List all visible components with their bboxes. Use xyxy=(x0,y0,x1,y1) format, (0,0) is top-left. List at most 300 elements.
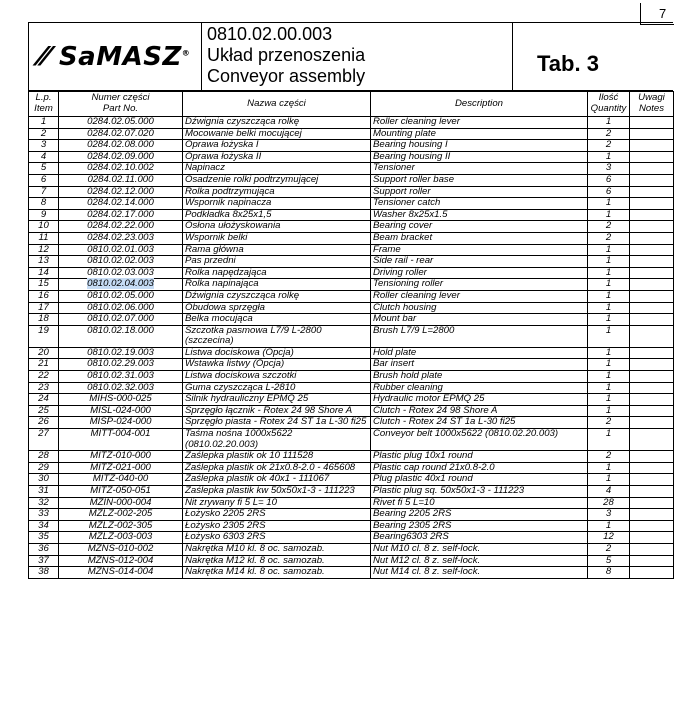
col-item-header: L.p. Item xyxy=(29,92,59,117)
part-description-text: Tensioner xyxy=(373,162,415,174)
part-name xyxy=(183,486,371,498)
part-notes xyxy=(630,382,674,394)
part-number-text: 0810.02.18.000 xyxy=(87,324,154,336)
part-quantity-text: 1 xyxy=(605,461,612,473)
part-name-text: Nakrętka M10 kl. 8 oc. samozab. xyxy=(185,542,325,554)
part-quantity xyxy=(588,267,630,279)
table-row xyxy=(29,474,674,486)
part-description xyxy=(371,244,588,256)
part-number xyxy=(59,520,183,532)
part-name xyxy=(183,244,371,256)
part-name xyxy=(183,140,371,152)
item-number xyxy=(29,314,59,326)
part-number-text: 0284.02.11.000 xyxy=(87,173,154,185)
part-number xyxy=(59,117,183,129)
table-row xyxy=(29,163,674,175)
part-quantity xyxy=(588,474,630,486)
part-description xyxy=(371,462,588,474)
table-row xyxy=(29,497,674,509)
part-number-text: 0810.02.29.003 xyxy=(87,358,154,370)
part-number xyxy=(59,486,183,498)
part-notes xyxy=(630,543,674,555)
part-quantity-text: 1 xyxy=(605,243,612,255)
part-quantity-text: 28 xyxy=(603,496,614,508)
part-quantity xyxy=(588,186,630,198)
item-number-text: 25 xyxy=(38,404,49,416)
part-number xyxy=(59,394,183,406)
part-name-text: Dźwignia czyszcząca rolkę xyxy=(185,116,300,127)
part-name xyxy=(183,520,371,532)
part-quantity-text: 1 xyxy=(605,324,612,336)
part-quantity-text: 1 xyxy=(605,381,612,393)
col-quantity-header: Ilość Quantity xyxy=(588,92,630,117)
table-row xyxy=(29,128,674,140)
title-block xyxy=(202,23,513,91)
item-number-text: 16 xyxy=(38,289,49,301)
part-number-text: 0810.02.03.003 xyxy=(87,266,154,278)
part-name xyxy=(183,394,371,406)
part-description-text: Nut M14 cl. 8 z. self-lock. xyxy=(373,566,481,578)
part-description-text: Nut M10 cl. 8 z. self-lock. xyxy=(373,542,481,554)
part-description xyxy=(371,371,588,383)
part-quantity xyxy=(588,405,630,417)
item-number xyxy=(29,429,59,451)
part-description-text: Mount bar xyxy=(373,313,417,325)
part-quantity xyxy=(588,232,630,244)
part-number-text: MIHS-000-025 xyxy=(89,393,152,405)
part-quantity-text: 4 xyxy=(605,485,612,496)
part-number xyxy=(59,451,183,463)
item-number-text: 10 xyxy=(38,220,49,232)
part-quantity xyxy=(588,417,630,429)
part-number xyxy=(59,140,183,152)
part-description-text: Bearing housing II xyxy=(373,150,451,162)
table-row xyxy=(29,371,674,383)
part-name-text: Rolka napędzająca xyxy=(185,266,267,278)
item-number-text: 20 xyxy=(38,346,49,358)
item-number xyxy=(29,462,59,474)
part-notes xyxy=(630,532,674,544)
table-label-cell xyxy=(513,23,673,91)
item-number-text: 28 xyxy=(38,450,49,462)
part-number-text: 0810.02.31.003 xyxy=(87,370,154,382)
part-notes xyxy=(630,128,674,140)
logo-text: SaMASZ xyxy=(58,41,182,72)
part-name-text: Belka mocująca xyxy=(185,313,253,325)
part-number xyxy=(59,347,183,359)
part-quantity xyxy=(588,244,630,256)
part-quantity-text: 8 xyxy=(605,566,612,578)
item-number-text: 21 xyxy=(38,358,49,370)
samasz-logo xyxy=(29,23,202,91)
item-number xyxy=(29,128,59,140)
part-quantity xyxy=(588,371,630,383)
part-quantity xyxy=(588,117,630,129)
part-number-text: 0810.02.01.003 xyxy=(87,243,154,255)
part-number xyxy=(59,302,183,314)
part-description xyxy=(371,279,588,291)
item-number-text: 38 xyxy=(38,566,49,578)
part-quantity-text: 1 xyxy=(605,473,612,485)
part-name xyxy=(183,474,371,486)
part-quantity xyxy=(588,140,630,152)
part-description xyxy=(371,394,588,406)
part-number xyxy=(59,174,183,186)
part-number xyxy=(59,128,183,140)
part-description-text: Brush hold plate xyxy=(373,370,443,382)
part-quantity-text: 1 xyxy=(605,208,612,220)
item-number xyxy=(29,302,59,314)
part-description xyxy=(371,429,588,451)
part-name-text: Nit zrywany fi 5 L= 10 xyxy=(185,496,277,508)
part-notes xyxy=(630,429,674,451)
part-notes xyxy=(630,140,674,152)
item-number xyxy=(29,555,59,567)
part-quantity xyxy=(588,174,630,186)
part-quantity xyxy=(588,209,630,221)
part-description xyxy=(371,509,588,521)
part-name-text: Oprawa łożyska I xyxy=(185,139,259,151)
part-description-text: Conveyor belt 1000x5622 (0810.02.20.003) xyxy=(373,428,559,440)
part-quantity xyxy=(588,359,630,371)
part-description xyxy=(371,405,588,417)
part-number xyxy=(59,221,183,233)
part-quantity-text: 1 xyxy=(605,346,612,358)
part-name xyxy=(183,256,371,268)
part-description-text: Frame xyxy=(373,243,401,255)
part-name xyxy=(183,325,371,347)
table-row xyxy=(29,543,674,555)
item-number xyxy=(29,509,59,521)
part-notes xyxy=(630,221,674,233)
part-number-text: 0284.02.23.003 xyxy=(87,231,154,243)
part-description xyxy=(371,451,588,463)
part-description-text: Bearing 2205 2RS xyxy=(373,508,452,520)
item-number xyxy=(29,405,59,417)
table-row xyxy=(29,567,674,579)
part-number-text: 0810.02.05.000 xyxy=(87,289,154,301)
part-name-text: Oprawa łożyska II xyxy=(185,150,262,162)
part-name xyxy=(183,451,371,463)
part-quantity xyxy=(588,486,630,498)
part-number-text: MITZ-050-051 xyxy=(90,485,151,496)
part-quantity xyxy=(588,509,630,521)
part-quantity xyxy=(588,451,630,463)
item-number xyxy=(29,325,59,347)
part-quantity-text: 3 xyxy=(605,162,612,174)
part-number xyxy=(59,163,183,175)
part-description xyxy=(371,186,588,198)
part-name-text: Wstawka listwy (Opcja) xyxy=(185,358,285,370)
part-quantity-text: 1 xyxy=(605,301,612,313)
col-name-header: Nazwa części xyxy=(183,92,371,117)
part-description-text: Plastic plug sq. 50x50x1-3 - 111223 xyxy=(373,485,525,496)
item-number xyxy=(29,532,59,544)
table-row xyxy=(29,429,674,451)
table-row xyxy=(29,347,674,359)
part-description-text: Support roller xyxy=(373,185,431,197)
part-number xyxy=(59,279,183,291)
part-name xyxy=(183,221,371,233)
part-quantity-text: 2 xyxy=(605,416,612,428)
part-number-text: 0810.02.02.003 xyxy=(87,255,154,267)
part-number-text: 0284.02.17.000 xyxy=(87,208,154,220)
item-number xyxy=(29,209,59,221)
part-name xyxy=(183,209,371,221)
part-notes xyxy=(630,405,674,417)
part-quantity xyxy=(588,151,630,163)
part-notes xyxy=(630,163,674,175)
table-row xyxy=(29,186,674,198)
logo-wordmark xyxy=(40,42,191,72)
table-row xyxy=(29,394,674,406)
part-quantity-text: 2 xyxy=(605,542,612,554)
part-notes xyxy=(630,417,674,429)
part-description-text: Beam bracket xyxy=(373,231,433,243)
part-notes xyxy=(630,520,674,532)
part-name xyxy=(183,347,371,359)
table-row xyxy=(29,555,674,567)
part-name-text: Rolka podtrzymująca xyxy=(185,185,275,197)
part-number-text: MZLZ-003-003 xyxy=(88,531,153,543)
part-description-text: Plug plastic 40x1 round xyxy=(373,473,473,485)
item-number-text: 22 xyxy=(38,370,49,382)
part-name-text: Nakrętka M12 kl. 8 oc. samozab. xyxy=(185,554,325,566)
part-name xyxy=(183,198,371,210)
part-number-text: MZNS-010-002 xyxy=(87,542,154,554)
part-quantity-text: 1 xyxy=(605,313,612,325)
item-number xyxy=(29,140,59,152)
part-quantity xyxy=(588,314,630,326)
part-description-text: Support roller base xyxy=(373,173,455,185)
part-quantity-text: 1 xyxy=(605,358,612,370)
part-description xyxy=(371,567,588,579)
part-description xyxy=(371,532,588,544)
table-row xyxy=(29,221,674,233)
part-quantity-text: 5 xyxy=(605,554,612,566)
part-name xyxy=(183,462,371,474)
parts-table xyxy=(28,91,674,579)
item-number xyxy=(29,371,59,383)
part-name xyxy=(183,429,371,451)
part-quantity-text: 1 xyxy=(605,150,612,162)
item-number-text: 19 xyxy=(38,324,49,336)
part-description xyxy=(371,232,588,244)
part-number xyxy=(59,244,183,256)
item-number-text: 35 xyxy=(38,531,49,543)
part-name xyxy=(183,174,371,186)
part-quantity xyxy=(588,394,630,406)
item-number-text: 36 xyxy=(38,542,49,554)
part-number xyxy=(59,325,183,347)
part-quantity xyxy=(588,347,630,359)
table-row xyxy=(29,462,674,474)
part-description-text: Plastic cap round 21x0.8-2.0 xyxy=(373,461,495,473)
table-row xyxy=(29,117,674,129)
part-number xyxy=(59,232,183,244)
part-notes xyxy=(630,462,674,474)
part-description-text: Brush L7/9 L=2800 xyxy=(373,324,455,336)
part-number xyxy=(59,462,183,474)
part-number xyxy=(59,209,183,221)
part-name-text: Wspornik napinacza xyxy=(185,197,272,209)
item-number xyxy=(29,451,59,463)
table-label: Tab. 3 xyxy=(537,51,599,76)
part-name xyxy=(183,290,371,302)
part-notes xyxy=(630,347,674,359)
item-number-text: 8 xyxy=(40,197,47,209)
part-number-text: MZNS-012-004 xyxy=(87,554,154,566)
part-quantity-text: 1 xyxy=(605,289,612,301)
part-quantity xyxy=(588,429,630,451)
item-number-text: 7 xyxy=(40,185,47,197)
part-notes xyxy=(630,302,674,314)
part-name xyxy=(183,302,371,314)
item-number-text: 30 xyxy=(38,473,49,485)
document-header xyxy=(28,22,673,91)
part-quantity-text: 2 xyxy=(605,220,612,232)
part-quantity xyxy=(588,198,630,210)
part-quantity-text: 1 xyxy=(605,197,612,209)
part-number-text: 0810.02.32.003 xyxy=(87,381,154,393)
part-quantity xyxy=(588,128,630,140)
part-description-text: Washer 8x25x1.5 xyxy=(373,208,448,220)
part-quantity-text: 2 xyxy=(605,450,612,462)
part-number-text: 0284.02.22.000 xyxy=(87,220,154,232)
item-number-text: 1 xyxy=(40,116,47,127)
part-notes xyxy=(630,314,674,326)
parts-table-header xyxy=(29,92,674,117)
page-number: 7 xyxy=(640,3,674,25)
item-number-text: 24 xyxy=(38,393,49,405)
part-quantity-text: 1 xyxy=(605,266,612,278)
item-number xyxy=(29,290,59,302)
part-name-text: Zaślepka plastik kw 50x50x1-3 - 111223 xyxy=(185,485,355,496)
table-row xyxy=(29,532,674,544)
part-notes xyxy=(630,232,674,244)
part-name xyxy=(183,232,371,244)
logo-slash-icon: ⁄⁄ xyxy=(39,41,59,72)
item-number xyxy=(29,174,59,186)
part-number-text: MITZ-040-00 xyxy=(92,473,149,485)
part-quantity-text: 6 xyxy=(605,173,612,185)
part-name xyxy=(183,186,371,198)
part-name xyxy=(183,417,371,429)
item-number-text: 18 xyxy=(38,313,49,325)
part-quantity-text: 3 xyxy=(605,508,612,520)
part-description xyxy=(371,256,588,268)
table-row xyxy=(29,174,674,186)
part-description xyxy=(371,417,588,429)
table-row xyxy=(29,290,674,302)
item-number xyxy=(29,151,59,163)
part-number xyxy=(59,186,183,198)
table-row xyxy=(29,405,674,417)
part-quantity-text: 1 xyxy=(605,393,612,405)
item-number-text: 37 xyxy=(38,554,49,566)
part-number xyxy=(59,429,183,451)
part-name-text: Zaślepka plastik ok 10 111528 xyxy=(185,450,314,462)
part-description xyxy=(371,555,588,567)
part-name-text: Zaślepka plastik ok 21x0.8-2.0 - 465608 xyxy=(185,461,356,473)
part-number xyxy=(59,497,183,509)
part-description-text: Hydraulic motor EPMQ 25 xyxy=(373,393,485,405)
part-name-text: Rama główna xyxy=(185,243,244,255)
part-notes xyxy=(630,117,674,129)
part-description xyxy=(371,520,588,532)
item-number xyxy=(29,267,59,279)
part-quantity xyxy=(588,497,630,509)
part-quantity xyxy=(588,520,630,532)
table-row xyxy=(29,359,674,371)
part-description-text: Bearing cover xyxy=(373,220,433,232)
item-number-text: 13 xyxy=(38,255,49,267)
part-description xyxy=(371,128,588,140)
part-description xyxy=(371,474,588,486)
part-number-text: MITZ-021-000 xyxy=(90,461,151,473)
part-description xyxy=(371,325,588,347)
part-quantity xyxy=(588,325,630,347)
item-number xyxy=(29,347,59,359)
assembly-code: 0810.02.00.003 xyxy=(207,24,333,44)
part-number xyxy=(59,509,183,521)
part-quantity-text: 2 xyxy=(605,139,612,151)
part-name-text: Zaślepka plastik ok 40x1 - 111067 xyxy=(185,473,330,485)
part-name xyxy=(183,405,371,417)
part-description-text: Hold plate xyxy=(373,346,417,358)
part-name xyxy=(183,382,371,394)
part-description xyxy=(371,151,588,163)
part-quantity-text: 2 xyxy=(605,127,612,139)
part-number xyxy=(59,382,183,394)
part-quantity xyxy=(588,302,630,314)
part-notes xyxy=(630,186,674,198)
table-row xyxy=(29,151,674,163)
part-description-text: Nut M12 cl. 8 z. self-lock. xyxy=(373,554,481,566)
part-quantity xyxy=(588,567,630,579)
part-name-text: Nakrętka M14 kl. 8 oc. samozab. xyxy=(185,566,325,578)
part-name-text: Obudowa sprzęgła xyxy=(185,301,265,313)
part-name xyxy=(183,543,371,555)
part-notes xyxy=(630,394,674,406)
table-row xyxy=(29,382,674,394)
part-quantity-text: 2 xyxy=(605,231,612,243)
part-number xyxy=(59,405,183,417)
part-description-text: Bar insert xyxy=(373,358,415,370)
item-number-text: 5 xyxy=(40,162,47,174)
part-number xyxy=(59,151,183,163)
item-number xyxy=(29,474,59,486)
part-quantity-text: 1 xyxy=(605,404,612,416)
table-row xyxy=(29,520,674,532)
part-name xyxy=(183,497,371,509)
item-number-text: 27 xyxy=(38,428,49,440)
item-number xyxy=(29,244,59,256)
part-description-text: Roller cleaning lever xyxy=(373,116,460,127)
part-number-text: MITZ-010-000 xyxy=(90,450,151,462)
part-quantity xyxy=(588,163,630,175)
table-row xyxy=(29,417,674,429)
part-name xyxy=(183,267,371,279)
part-number-text: MZIN-000-004 xyxy=(89,496,152,508)
part-name-text: Osłona ułożyskowania xyxy=(185,220,281,232)
part-name-text: Mocowanie belki mocującej xyxy=(185,127,302,139)
part-description-text: Clutch - Rotex 24 ST 1a L-30 fi25 xyxy=(373,416,516,428)
item-number xyxy=(29,486,59,498)
item-number-text: 31 xyxy=(38,485,49,496)
part-description xyxy=(371,359,588,371)
item-number-text: 29 xyxy=(38,461,49,473)
